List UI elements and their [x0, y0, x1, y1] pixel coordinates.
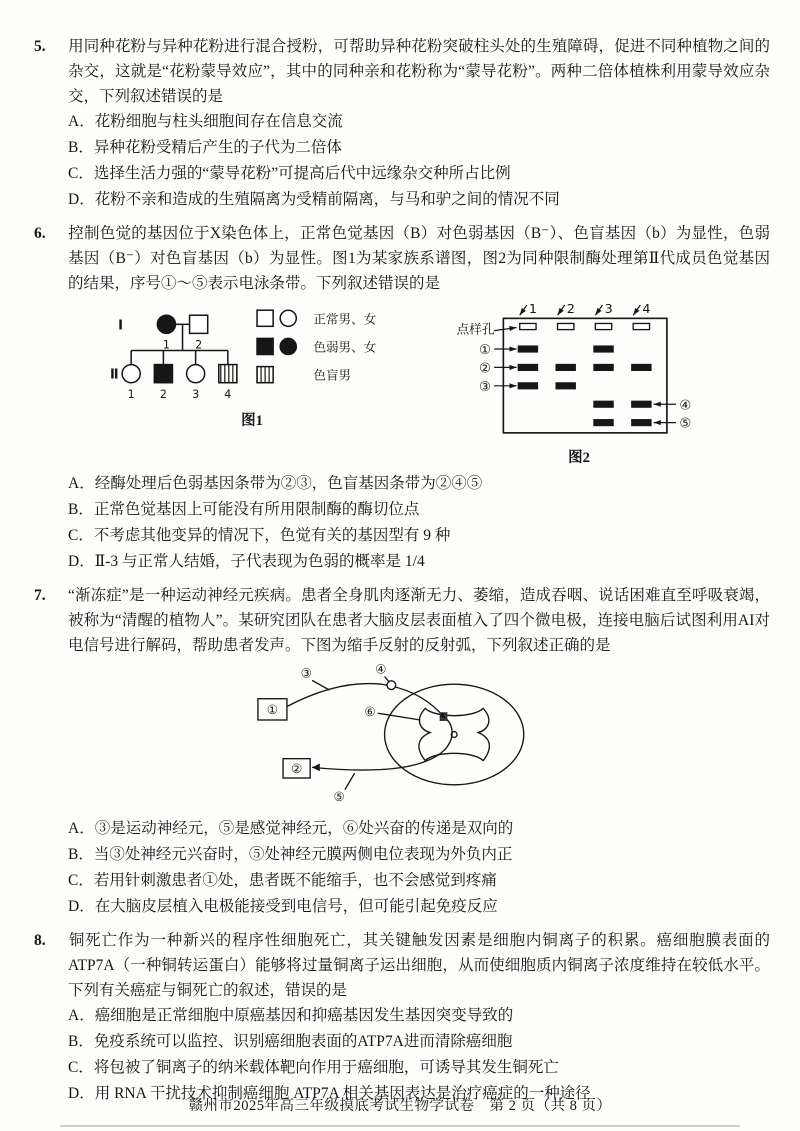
option-c: C．不考虑其他变异的情况下，色觉有关的基因型有 9 种 — [68, 527, 451, 544]
option-b: B．异种花粉受精后产生的子代为二倍体 — [68, 139, 342, 156]
option-d: D．花粉不亲和造成的生殖隔离为受精前隔离，与马和驴之间的情况不同 — [68, 191, 560, 208]
question-options — [34, 816, 770, 920]
svg-text:④: ④ — [679, 398, 692, 414]
ganglion — [387, 681, 396, 690]
option-b: B．正常色觉基因上可能没有所用限制酶的酶切位点 — [68, 501, 420, 518]
svg-text:4: 4 — [642, 302, 651, 318]
pointer-6 — [378, 713, 421, 720]
question-stem: 控制色觉的基因位于X染色体上，正常色觉基因（B）对色弱基因（B⁻）、色盲基因（b）为显性，色弱基因（B⁻）对色盲基因（b）为显性。图1为某家族系谱图，图2为同种限制酶处理第Ⅱ代成员色觉基因的结果，序号①～⑤表示电泳条带。下列叙述错误的是 — [68, 225, 770, 292]
question-number: 5. — [34, 38, 46, 55]
svg-text:1: 1 — [162, 338, 170, 352]
label-3-sensory: ③ — [300, 665, 312, 681]
svg-text:I: I — [118, 318, 123, 334]
label-2-effector: ② — [290, 761, 303, 777]
option-a: A．③是运动神经元，⑤是感觉神经元，⑥处兴奋的传递是双向的 — [68, 820, 514, 837]
svg-text:2: 2 — [159, 387, 167, 401]
reflex-arc-svg — [246, 662, 556, 807]
question-7 — [34, 583, 770, 920]
option-c: C．若用针刺激患者①处，患者既不能缩手，也不会感觉到疼痛 — [68, 872, 497, 889]
option-a: A．花粉细胞与柱头细胞间存在信息交流 — [68, 113, 343, 130]
pointer-5 — [345, 773, 355, 789]
efferent-arrowhead — [312, 764, 320, 772]
figure-1-caption: 图1 — [241, 413, 263, 429]
spinal-cord-outline — [385, 684, 524, 785]
question-number: 7. — [34, 587, 46, 604]
figure-2-gel — [456, 302, 702, 467]
pedigree-chart-svg — [106, 302, 398, 403]
svg-text:⑤: ⑤ — [679, 416, 692, 432]
option-c: C．选择生活力强的“蒙导花粉”可提高后代中远缘杂交种所占比例 — [68, 165, 511, 182]
figure-1-pedigree — [106, 302, 398, 430]
question-5 — [34, 34, 770, 213]
option-b: B．免疫系统可以监控、识别癌细胞表面的ATP7A进而清除癌细胞 — [68, 1033, 513, 1050]
svg-text:正常男、女: 正常男、女 — [313, 311, 377, 327]
svg-text:②: ② — [479, 361, 491, 377]
question-stem-row — [34, 221, 770, 296]
label-5-motor: ⑤ — [333, 789, 345, 805]
reflex-arc-figure — [246, 662, 770, 812]
question-number: 6. — [34, 225, 46, 242]
question-stem-row — [34, 583, 770, 658]
svg-text:2: 2 — [195, 338, 203, 352]
option-d: D．在大脑皮层植入电极能接受到电信号，但可能引起免疫反应 — [68, 898, 498, 915]
scan-edge-artifact — [60, 1125, 740, 1127]
pointer-3 — [312, 680, 329, 690]
svg-text:2: 2 — [566, 302, 575, 318]
svg-text:3: 3 — [192, 387, 200, 401]
option-d: D．Ⅱ-3 与正常人结婚，子代表现为色弱的概率是 1/4 — [68, 553, 425, 570]
question-options — [34, 471, 770, 575]
label-6-synapse: ⑥ — [364, 704, 376, 720]
gray-matter — [419, 708, 489, 760]
svg-text:3: 3 — [604, 302, 613, 318]
question-options — [34, 109, 770, 213]
page-footer: 赣州市2025年高三年级摸底考试生物学试卷 第 2 页（共 8 页） — [188, 1098, 612, 1114]
question-6 — [34, 221, 770, 575]
option-a: A．癌细胞是正常细胞中原癌基因和抑癌基因发生基因突变导致的 — [68, 1007, 514, 1024]
svg-text:1: 1 — [127, 387, 135, 401]
question-stem: 用同种花粉与异种花粉进行混合授粉，可帮助异种花粉突破柱头处的生殖障碍，促进不同种植物之间的杂交，这就是“花粉蒙导效应”，其中的同种亲和花粉称为“蒙导花粉”。两种二倍体植株利用蒙导效应杂交，下列叙述错误的是 — [68, 38, 770, 105]
question-number: 8. — [34, 932, 46, 949]
question-6-figures — [106, 302, 770, 467]
gel-electrophoresis-svg — [456, 302, 702, 440]
svg-text:①: ① — [479, 343, 491, 359]
label-4-ganglion: ④ — [375, 661, 387, 677]
question-options — [34, 1003, 770, 1107]
svg-text:点样孔: 点样孔 — [456, 322, 495, 338]
label-1-receptor: ① — [266, 702, 279, 718]
svg-text:4: 4 — [224, 387, 232, 401]
pointer-4 — [385, 677, 390, 683]
efferent-nerve — [312, 751, 443, 770]
figure-2-caption: 图2 — [568, 450, 590, 466]
question-stem-row — [34, 34, 770, 109]
option-b: B．当③处神经元兴奋时，⑤处神经元膜两侧电位表现为外负内正 — [68, 846, 513, 863]
svg-text:③: ③ — [479, 379, 491, 395]
svg-text:色弱男、女: 色弱男、女 — [313, 339, 377, 355]
option-d: D．用 RNA 干扰技术抑制癌细胞 ATP7A 相关基因表达是治疗癌症的一种途径 — [68, 1085, 591, 1102]
pedigree-diagram — [110, 310, 377, 401]
question-stem-row — [34, 928, 770, 1003]
question-stem: 铜死亡作为一种新兴的程序性细胞死亡，其关键触发因素是细胞内铜离子的积累。癌细胞膜表面的 ATP7A（一种铜转运蛋白）能够将过量铜离子运出细胞，从而使细胞质内铜离子浓度维持在较低水平。下列有关癌症与铜死亡的叙述，错误的是 — [68, 932, 770, 999]
option-c: C．将包被了铜离子的纳米载体靶向作用于癌细胞，可诱导其发生铜死亡 — [68, 1059, 559, 1076]
svg-text:Ⅱ: Ⅱ — [110, 367, 119, 383]
question-8 — [34, 928, 770, 1107]
question-stem: “渐冻症”是一种运动神经元疾病。患者全身肌肉逐渐无力、萎缩，造成吞咽、说话困难直至呼吸衰竭，被称为“清醒的植物人”。某研究团队在患者大脑皮层表面植入了四个微电极，连接电脑后试图利用AI对电信号进行解码，帮助患者发声。下图为缩手反射的反射弧，下列叙述正确的是 — [68, 587, 770, 654]
svg-text:1: 1 — [528, 302, 538, 318]
gel-diagram — [456, 302, 691, 433]
option-a: A．经酶处理后色弱基因条带为②③，色盲基因条带为②④⑤ — [68, 475, 483, 492]
svg-text:色盲男: 色盲男 — [313, 367, 352, 383]
